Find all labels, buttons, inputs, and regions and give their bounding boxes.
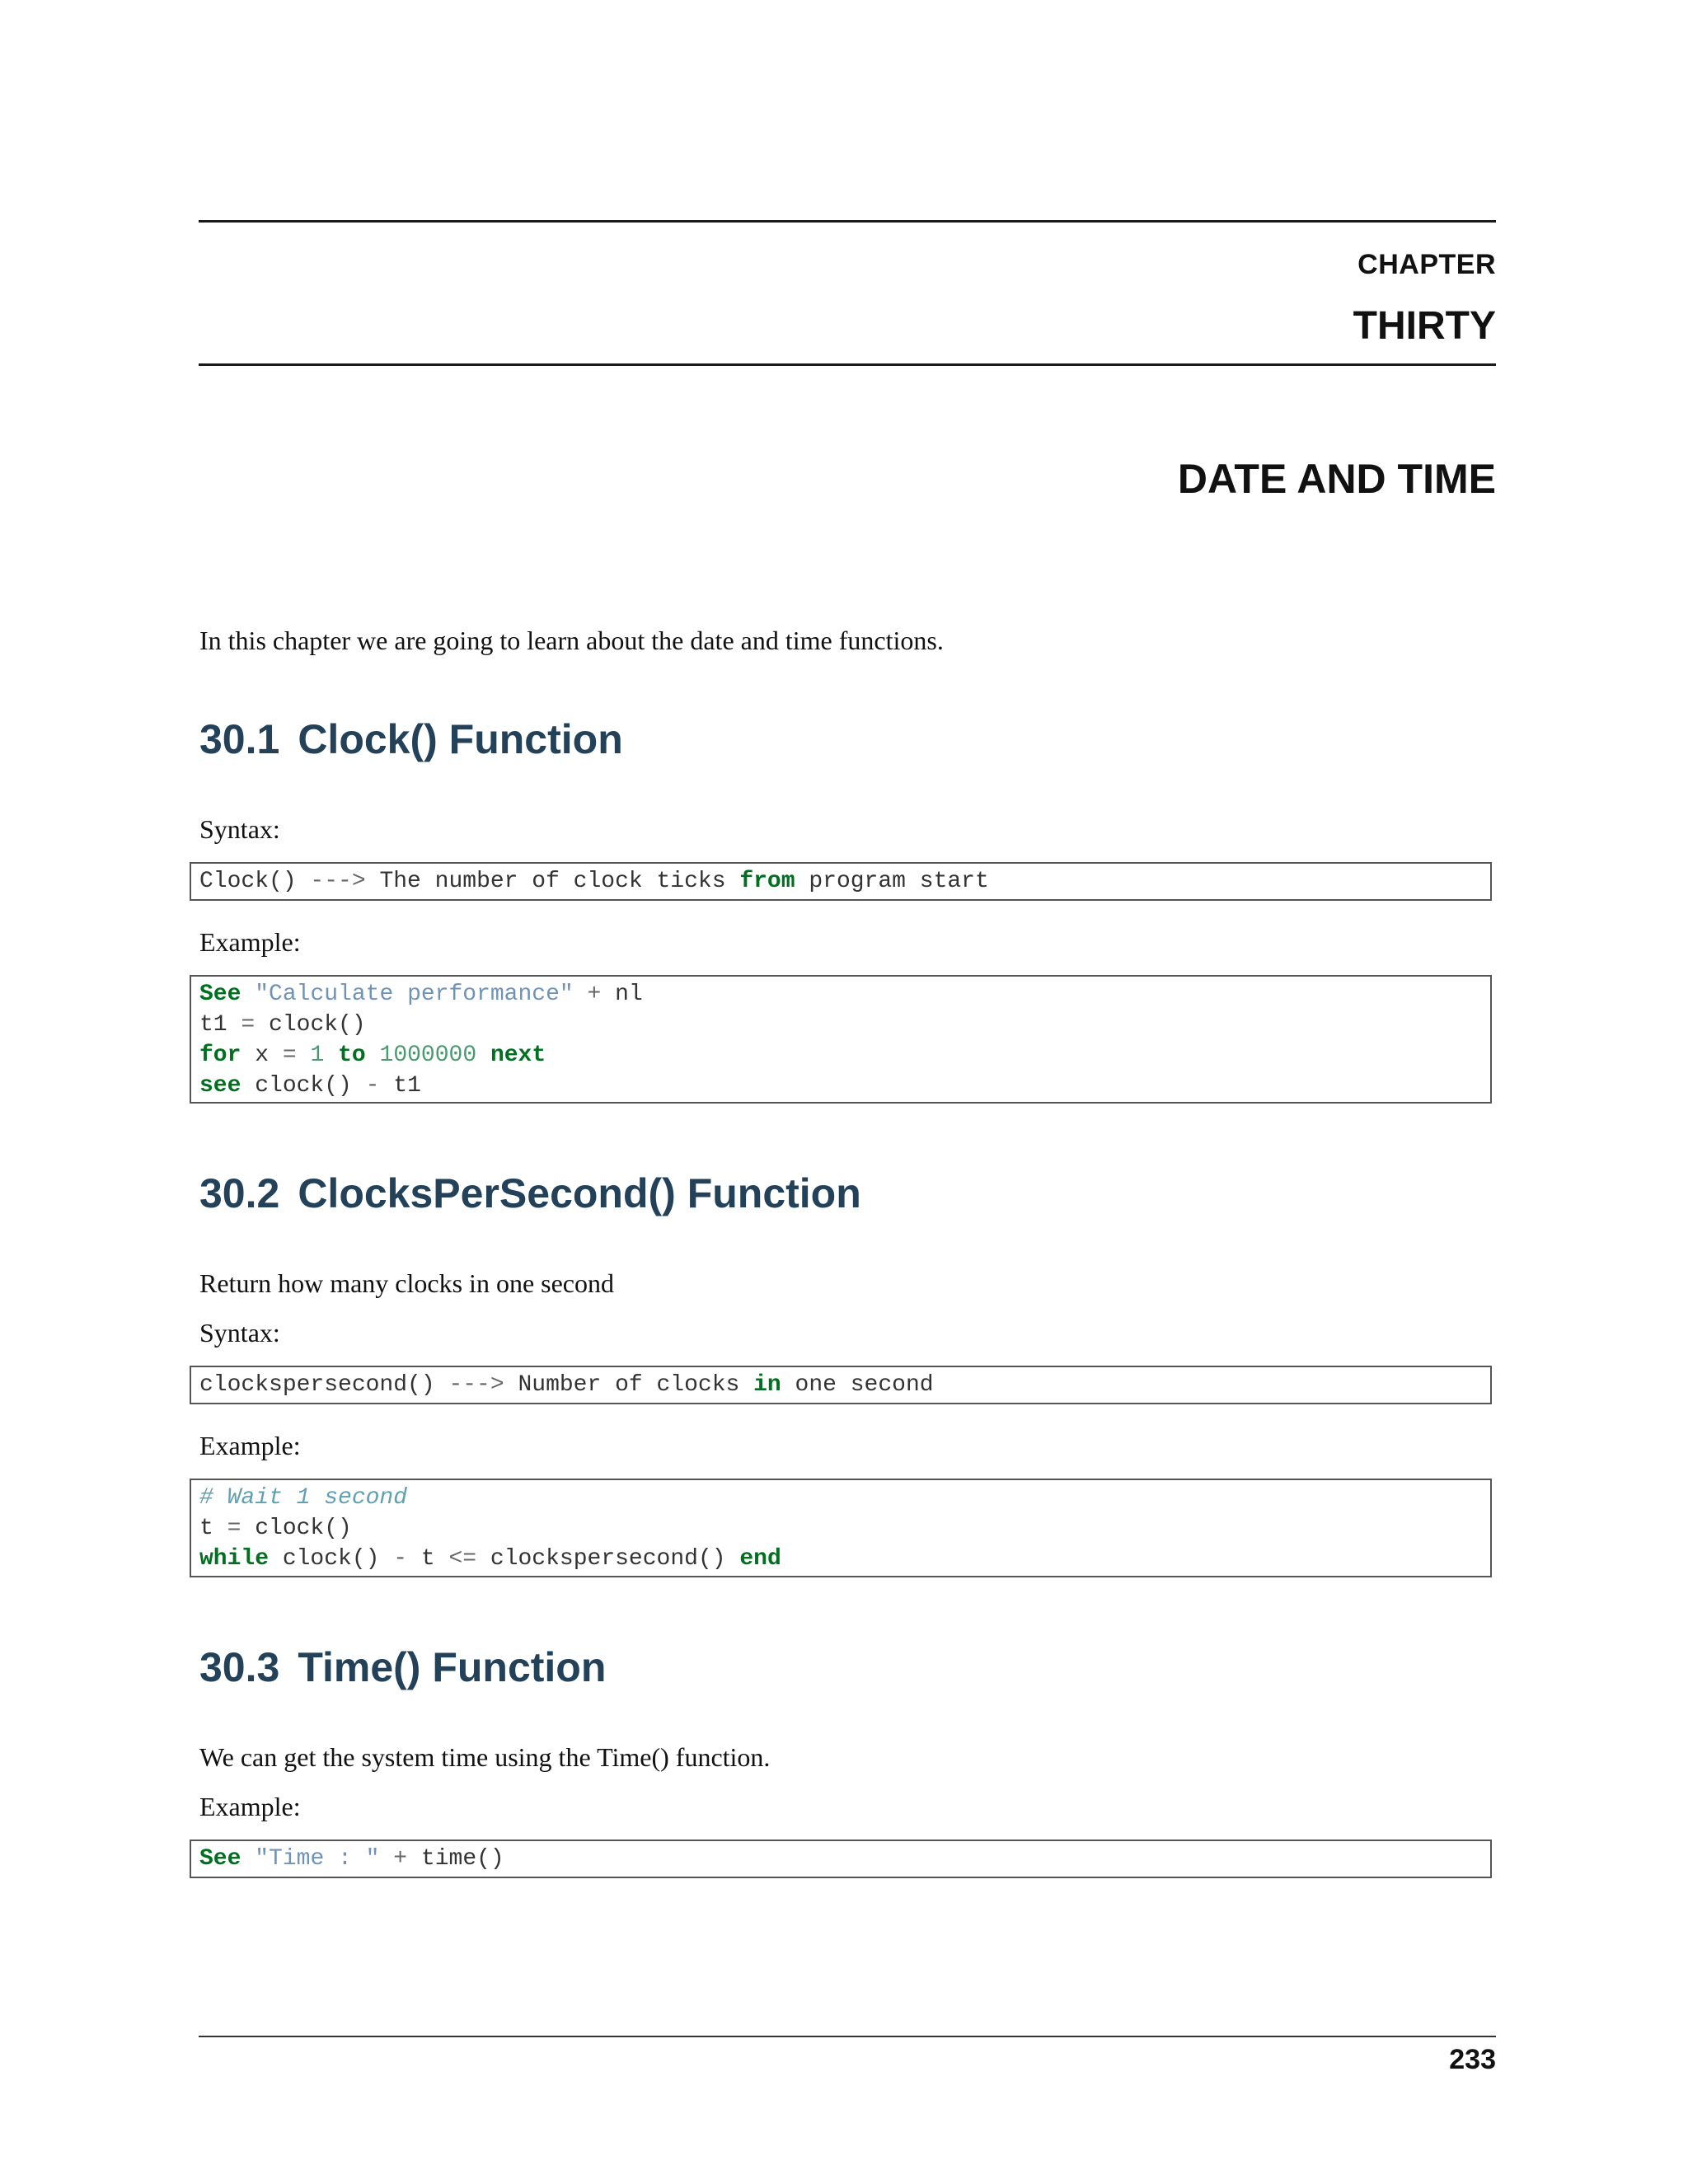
section-heading-time	[199, 1643, 606, 1691]
code-token: clockspersecond()	[476, 1546, 740, 1572]
code-token: --->	[448, 1372, 504, 1398]
code-token: Clock()	[199, 869, 311, 894]
section-heading-clock	[199, 715, 623, 763]
intro-paragraph: In this chapter we are going to learn about the date and time functions.	[199, 626, 944, 655]
code-token: nl	[615, 982, 643, 1007]
section-number: 30.3	[199, 1644, 280, 1690]
code-token: +	[393, 1846, 408, 1872]
footer-rule	[199, 2036, 1496, 2037]
code-block-clock-example	[190, 975, 1492, 1104]
code-token: next	[490, 1043, 546, 1068]
syntax-label: Syntax:	[199, 1318, 280, 1347]
section-title: Time() Function	[298, 1644, 607, 1690]
code-token: t1	[379, 1073, 421, 1099]
code-token: end	[739, 1546, 781, 1572]
code-token: see	[199, 1073, 241, 1099]
code-token: -	[393, 1546, 408, 1572]
code-token: time()	[420, 1846, 504, 1872]
code-block-clock-syntax	[190, 862, 1492, 901]
code-token: t1	[199, 1012, 241, 1038]
code-token: one second	[781, 1372, 934, 1398]
code-token: =	[241, 1012, 256, 1038]
code-token: Number of clocks	[504, 1372, 754, 1398]
code-token: The number of clock ticks	[365, 869, 740, 894]
code-token: +	[587, 982, 602, 1007]
chapter-label: CHAPTER	[1357, 249, 1496, 280]
code-token: clock()	[255, 1012, 366, 1038]
example-label: Example:	[199, 927, 301, 957]
code-token: "Time : "	[255, 1846, 380, 1872]
header-bottom-rule	[199, 363, 1496, 366]
code-token: for	[199, 1043, 241, 1068]
code-block-time-example	[190, 1840, 1492, 1878]
code-token: =	[227, 1516, 241, 1541]
header-top-rule	[199, 220, 1496, 223]
code-token: program start	[795, 869, 989, 894]
section-title: Clock() Function	[298, 716, 623, 762]
code-token: "Calculate performance"	[255, 982, 574, 1007]
section-number: 30.2	[199, 1170, 280, 1216]
code-token: -	[365, 1073, 380, 1099]
code-token: clock()	[269, 1546, 394, 1572]
code-token: 1	[310, 1043, 325, 1068]
section-heading-clockspersecond	[199, 1169, 861, 1217]
code-token: in	[753, 1372, 781, 1398]
code-token: =	[282, 1043, 297, 1068]
section-description: Return how many clocks in one second	[199, 1268, 614, 1298]
syntax-label: Syntax:	[199, 814, 280, 844]
section-number: 30.1	[199, 716, 280, 762]
page-number: 233	[1449, 2044, 1496, 2075]
code-token: while	[199, 1546, 270, 1572]
chapter-title: DATE AND TIME	[1177, 456, 1496, 502]
code-token: clock()	[241, 1516, 352, 1541]
code-token: clockspersecond()	[199, 1372, 449, 1398]
chapter-number: THIRTY	[1353, 304, 1496, 348]
code-token: t	[407, 1546, 449, 1572]
code-token: t	[199, 1516, 227, 1541]
code-token: <=	[448, 1546, 477, 1572]
code-token: See	[199, 982, 241, 1007]
code-token: See	[199, 1846, 241, 1872]
section-description: We can get the system time using the Time() function.	[199, 1742, 771, 1772]
example-label: Example:	[199, 1431, 301, 1460]
code-token: clock()	[241, 1073, 366, 1099]
code-block-clockspersecond-syntax	[190, 1366, 1492, 1404]
code-token: 1000000	[379, 1043, 477, 1068]
code-token: to	[338, 1043, 366, 1068]
code-token: # Wait 1 second	[199, 1485, 408, 1511]
example-label: Example:	[199, 1792, 301, 1821]
section-title: ClocksPerSecond() Function	[298, 1170, 861, 1216]
code-token: x	[241, 1043, 283, 1068]
code-token: from	[739, 869, 795, 894]
code-token: --->	[310, 869, 366, 894]
code-block-clockspersecond-example	[190, 1479, 1492, 1577]
